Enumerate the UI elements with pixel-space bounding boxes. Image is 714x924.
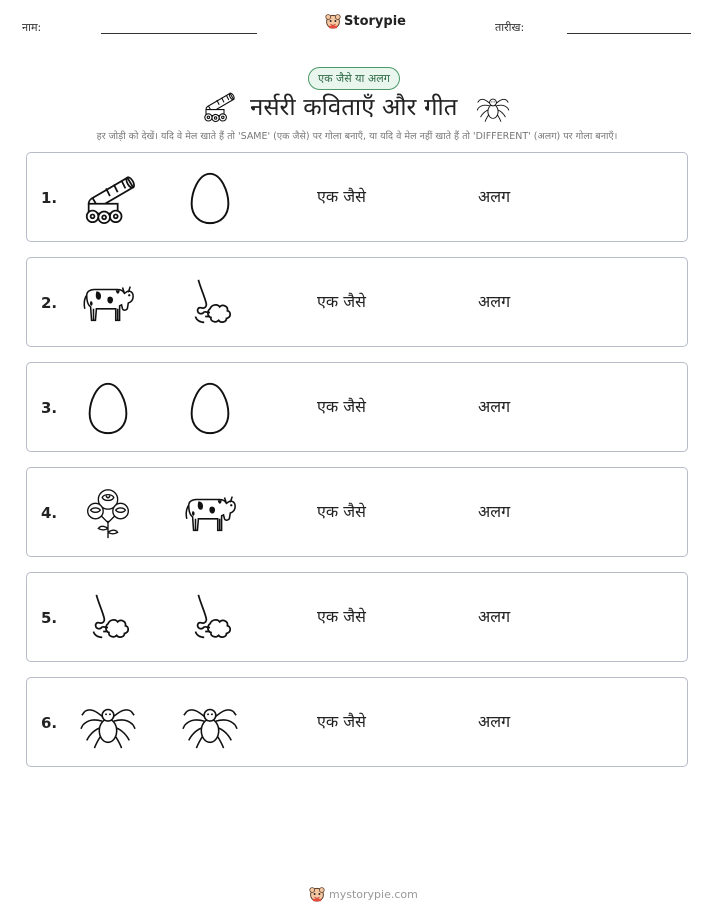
spider-icon: [79, 694, 137, 752]
question-row-1: [26, 152, 688, 242]
date-label: तारीख:: [495, 21, 525, 34]
cow-icon: [181, 484, 239, 542]
question-number: 3.: [41, 399, 58, 417]
same-option[interactable]: एक जैसे: [317, 292, 366, 311]
different-option[interactable]: अलग: [478, 502, 511, 521]
question-row-3: [26, 362, 688, 452]
question-row-5: [26, 572, 688, 662]
question-row-6: [26, 677, 688, 767]
question-number: 2.: [41, 294, 58, 312]
different-option[interactable]: अलग: [478, 187, 511, 206]
different-option[interactable]: अलग: [478, 712, 511, 731]
egg-icon: [181, 379, 239, 437]
same-option[interactable]: एक जैसे: [317, 187, 366, 206]
question-number: 6.: [41, 714, 58, 732]
spider-icon: [476, 90, 510, 124]
name-line[interactable]: [101, 33, 257, 34]
cannon-icon: [79, 169, 137, 227]
nose-icon: [79, 589, 137, 647]
same-option[interactable]: एक जैसे: [317, 502, 366, 521]
question-row-4: [26, 467, 688, 557]
question-number: 5.: [41, 609, 58, 627]
nose-icon: [181, 274, 239, 332]
footer-site[interactable]: mystorypie.com: [329, 887, 418, 901]
different-option[interactable]: अलग: [478, 397, 511, 416]
cow-icon: [79, 274, 137, 332]
egg-icon: [79, 379, 137, 437]
question-number: 4.: [41, 504, 58, 522]
mascot-icon: [309, 886, 325, 902]
page-title: नर्सरी कविताएँ और गीत: [250, 93, 458, 121]
different-option[interactable]: अलग: [478, 607, 511, 626]
instructions: हर जोड़ी को देखें। यदि वे मेल खाते हैं तो 'SAME' (एक जैसे) पर गोला बनाएँ, या यदि वे मेल नहीं खाते हैं तो 'DIFFERENT' (अलग) पर गोला बनाएँ।: [96, 131, 618, 142]
same-option[interactable]: एक जैसे: [317, 607, 366, 626]
question-row-2: [26, 257, 688, 347]
same-option[interactable]: एक जैसे: [317, 397, 366, 416]
brand-logo: [325, 13, 406, 29]
date-line[interactable]: [567, 33, 691, 34]
egg-icon: [181, 169, 239, 227]
footer: [309, 886, 418, 902]
rose-icon: [79, 484, 137, 542]
question-number: 1.: [41, 189, 58, 207]
worksheet-tag: एक जैसे या अलग: [308, 67, 400, 90]
cannon-icon: [200, 88, 236, 124]
brand-name: Storypie: [344, 13, 406, 29]
different-option[interactable]: अलग: [478, 292, 511, 311]
mascot-icon: [325, 13, 341, 29]
nose-icon: [181, 589, 239, 647]
same-option[interactable]: एक जैसे: [317, 712, 366, 731]
spider-icon: [181, 694, 239, 752]
name-label: नाम:: [22, 21, 42, 34]
